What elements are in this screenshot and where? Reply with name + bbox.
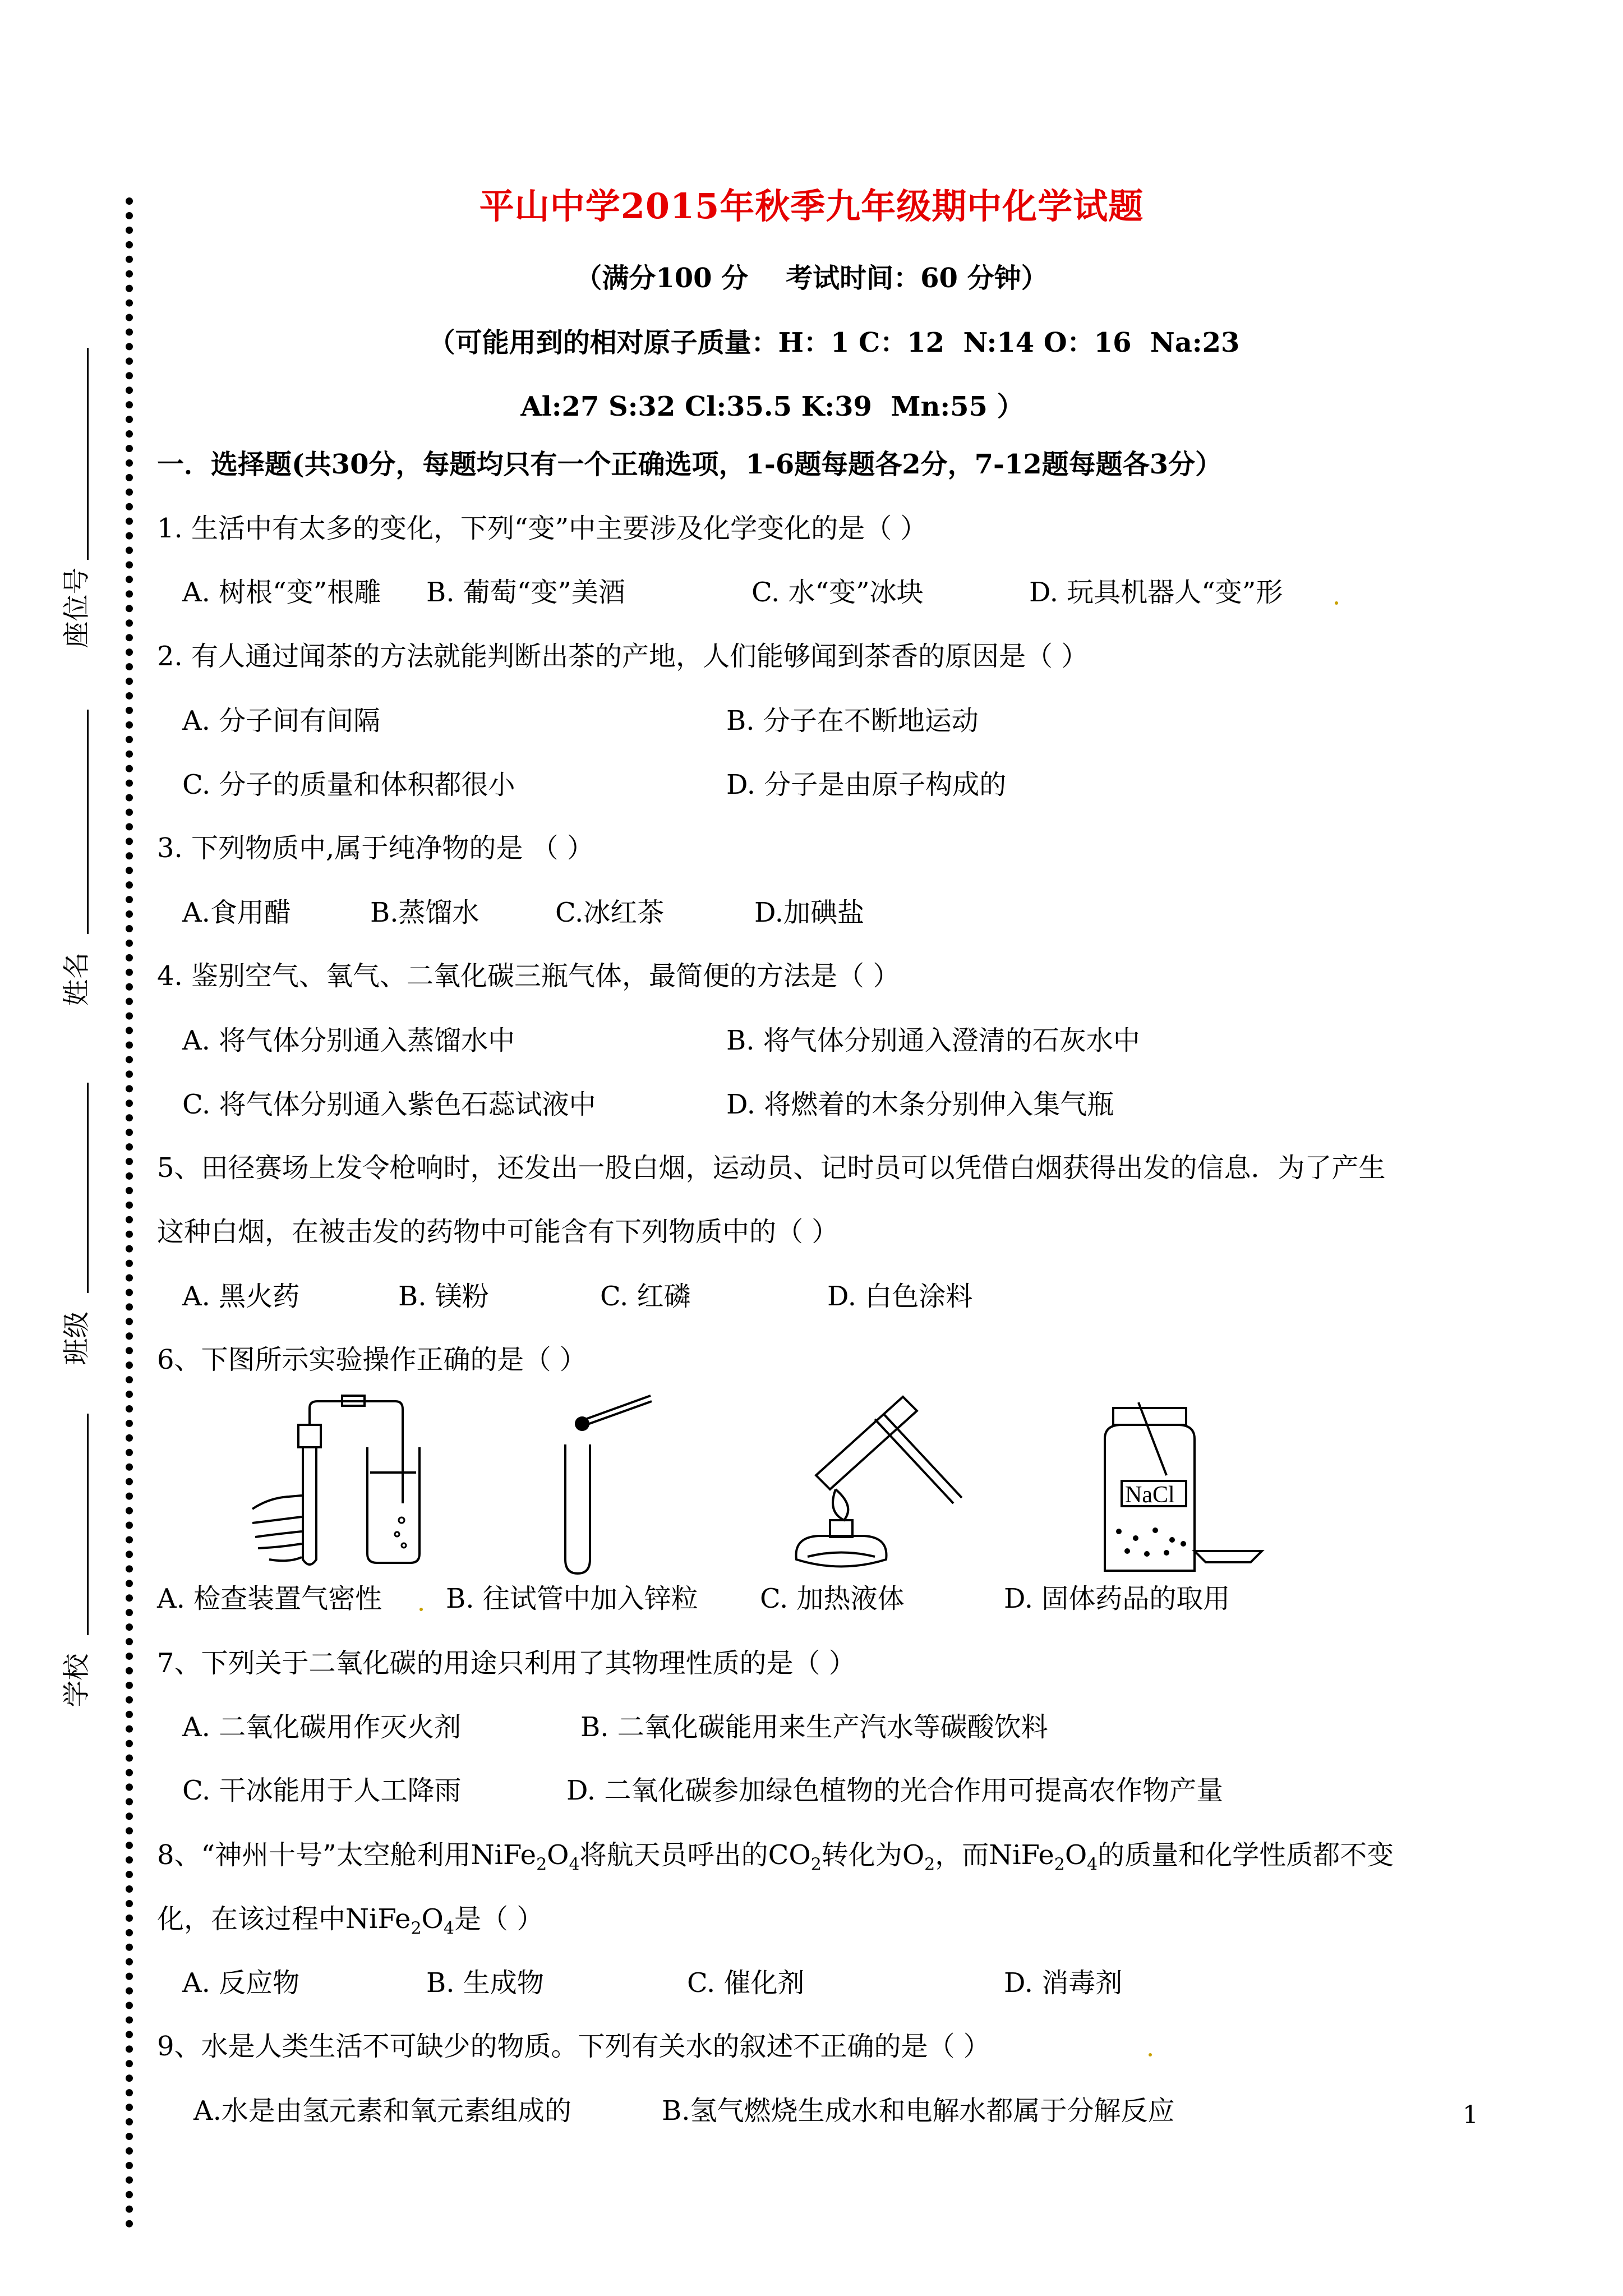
solid-reagent-figure bbox=[1094, 1391, 1273, 1576]
class-line bbox=[87, 1083, 89, 1293]
q8-option-b: B. 生成物 bbox=[426, 1967, 544, 1999]
q7-option-c: C. 干冰能用于人工降雨 bbox=[182, 1775, 462, 1806]
q4-stem: 4. 鉴别空气、氧气、二氧化碳三瓶气体，最简便的方法是（ ） bbox=[157, 960, 900, 992]
q2-stem: 2. 有人通过闻茶的方法就能判断出茶的产地，人们能够闻到茶香的原因是（ ） bbox=[157, 641, 1089, 672]
q8-option-c: C. 催化剂 bbox=[687, 1967, 805, 1999]
q1-option-b: B. 葡萄“变”美酒 bbox=[426, 577, 625, 608]
q8-option-a: A. 反应物 bbox=[182, 1967, 300, 1999]
q6-option-d: D. 固体药品的取用 bbox=[1004, 1583, 1230, 1614]
q8-option-d: D. 消毒剂 bbox=[1004, 1967, 1123, 1999]
q5-option-b: B. 镁粉 bbox=[398, 1281, 489, 1312]
nacl-label: NaCl bbox=[1125, 1482, 1175, 1508]
mark-dot bbox=[1149, 2053, 1152, 2056]
q8-stem-line-2: 化，在该过程中$NiFe_2O_4$是（ ） bbox=[157, 1903, 544, 1939]
q4-option-c: C. 将气体分别通入紫色石蕊试液中 bbox=[182, 1089, 596, 1120]
q6-option-b: B. 往试管中加入锌粒 bbox=[446, 1583, 698, 1614]
q1-option-c: C. 水“变”冰块 bbox=[751, 577, 924, 608]
school-label: 学校 bbox=[61, 1653, 93, 1708]
page-number: 1 bbox=[1463, 2101, 1478, 2129]
add-zinc-test-tube-figure bbox=[555, 1391, 667, 1576]
heating-liquid-figure bbox=[763, 1391, 965, 1576]
q3-stem: 3. 下列物质中,属于纯净物的是 （ ） bbox=[157, 832, 594, 864]
class-label: 班级 bbox=[61, 1310, 93, 1365]
q9-option-b: B.氢气燃烧生成水和电解水都属于分解反应 bbox=[662, 2095, 1175, 2127]
q4-option-d: D. 将燃着的木条分别伸入集气瓶 bbox=[726, 1089, 1114, 1120]
school-line bbox=[87, 1414, 89, 1635]
q2-option-c: C. 分子的质量和体积都很小 bbox=[182, 769, 515, 800]
q1-option-d: D. 玩具机器人“变”形 bbox=[1029, 577, 1283, 608]
mark-dot bbox=[419, 1608, 423, 1611]
q2-option-d: D. 分子是由原子构成的 bbox=[726, 769, 1007, 800]
section-title: 一．选择题(共30分，每题均只有一个正确选项，1-6题每题各2分，7-12题每题各3分） bbox=[157, 449, 1223, 480]
q5-stem-line-1: 5、田径赛场上发令枪响时，还发出一股白烟，运动员、记时员可以凭借白烟获得出发的信息．为了产生 bbox=[157, 1152, 1386, 1184]
q5-stem-line-2: 这种白烟，在被击发的药物中可能含有下列物质中的（ ） bbox=[157, 1216, 839, 1248]
q7-stem: 7、下列关于二氧化碳的用途只利用了其物理性质的是（ ） bbox=[157, 1648, 856, 1679]
q6-option-c: C. 加热液体 bbox=[760, 1583, 905, 1614]
exam-title: 平山中学2015年秋季九年级期中化学试题 bbox=[479, 186, 1144, 227]
atomic-mass-line-1: （可能用到的相对原子质量：H：1 C：12 N:14 O：16 Na:23 bbox=[428, 327, 1240, 358]
q5-option-c: C. 红磷 bbox=[600, 1281, 691, 1312]
q4-option-a: A. 将气体分别通入蒸馏水中 bbox=[182, 1025, 515, 1056]
seat-label-box bbox=[46, 560, 102, 655]
q5-option-d: D. 白色涂料 bbox=[827, 1281, 973, 1312]
q6-option-a: A. 检查装置气密性 bbox=[157, 1583, 382, 1614]
q2-option-b: B. 分子在不断地运动 bbox=[726, 705, 979, 737]
q8-stem-line-1: 8、“神州十号”太空舱利用$NiFe_2O_4$将航天员呼出的$CO_2$转化为$O_2$，而$NiFe_2O_4$的质量和化学性质都不变 bbox=[157, 1839, 1394, 1875]
mark-dot bbox=[1335, 601, 1338, 605]
q9-option-a: A.水是由氢元素和氧元素组成的 bbox=[193, 2095, 571, 2127]
q1-stem: 1. 生活中有太多的变化，下列“变”中主要涉及化学变化的是（ ） bbox=[157, 513, 928, 544]
q1-option-a: A. 树根“变”根雕 bbox=[182, 577, 381, 608]
class-label-box bbox=[46, 1290, 102, 1386]
binding-dotted-line bbox=[126, 197, 133, 2228]
q6-stem: 6、下图所示实验操作正确的是（ ） bbox=[157, 1344, 587, 1375]
exam-info: （满分100 分 考试时间：60 分钟） bbox=[575, 263, 1048, 294]
q2-option-a: A. 分子间有间隔 bbox=[182, 705, 381, 737]
q7-option-a: A. 二氧化碳用作灭火剂 bbox=[182, 1711, 462, 1743]
q7-option-d: D. 二氧化碳参加绿色植物的光合作用可提高农作物产量 bbox=[566, 1775, 1224, 1806]
apparatus-airtightness-figure bbox=[236, 1391, 421, 1576]
seat-line bbox=[87, 348, 89, 560]
q4-option-b: B. 将气体分别通入澄清的石灰水中 bbox=[726, 1025, 1140, 1056]
q3-option-d: D.加碘盐 bbox=[754, 897, 865, 928]
name-label: 姓名 bbox=[61, 951, 93, 1006]
q9-stem: 9、水是人类生活不可缺少的物质。下列有关水的叙述不正确的是（ ） bbox=[157, 2031, 990, 2062]
atomic-mass-line-2: Al:27 S:32 Cl:35.5 K:39 Mn:55 ） bbox=[520, 391, 1024, 422]
school-label-box bbox=[46, 1632, 102, 1728]
seat-label: 座位号 bbox=[61, 567, 93, 648]
q7-option-b: B. 二氧化碳能用来生产汽水等碳酸饮料 bbox=[580, 1711, 1048, 1743]
q3-option-a: A.食用醋 bbox=[182, 897, 291, 928]
name-label-box bbox=[46, 931, 102, 1027]
name-line bbox=[87, 710, 89, 934]
q5-option-a: A. 黑火药 bbox=[182, 1281, 300, 1312]
q3-option-c: C.冰红茶 bbox=[555, 897, 665, 928]
q3-option-b: B.蒸馏水 bbox=[370, 897, 479, 928]
